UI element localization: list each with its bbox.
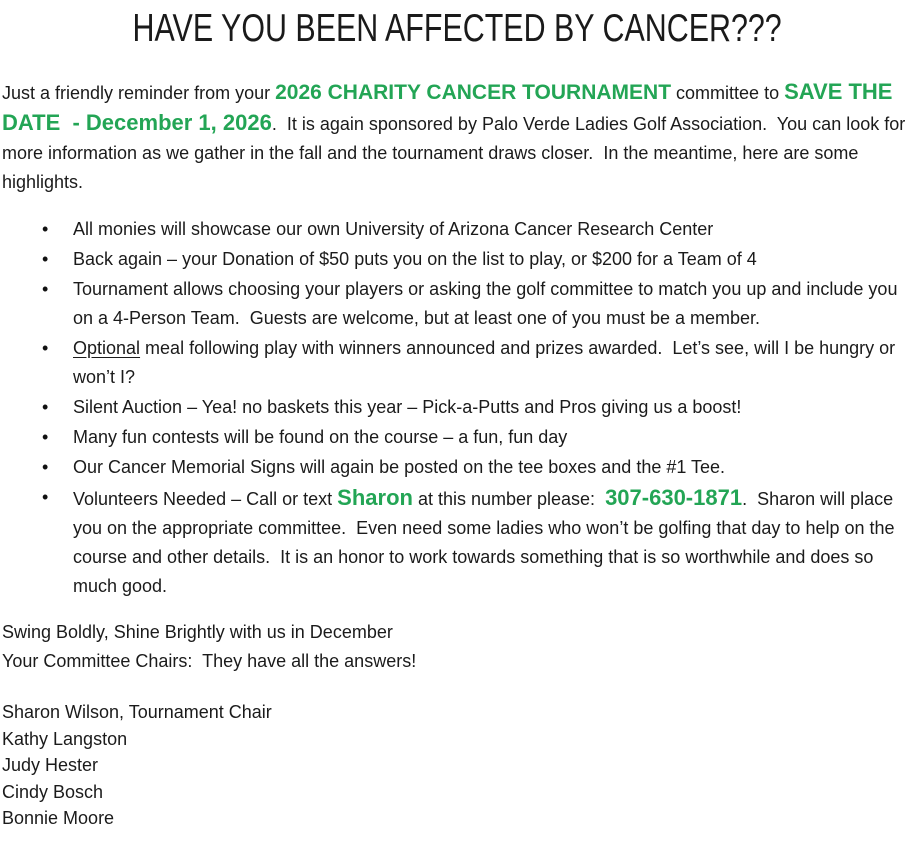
- volunteers-mid: at this number please:: [412, 489, 606, 509]
- chair-name: Bonnie Moore: [2, 808, 115, 828]
- chair-name: Kathy Langston: [2, 728, 128, 749]
- highlights-list: [2, 215, 913, 601]
- list-item-text: Tournament allows choosing your players or asking the golf committee to match you up and include you on a 4-Person Team. Guests are welcome, but at least one of you must be a member.: [73, 279, 903, 328]
- list-item-text: Many fun contests will be found on the course – a fun, fun day: [73, 427, 568, 447]
- tournament-name-highlight: 2026 CHARITY CANCER TOURNAMENT: [275, 81, 672, 104]
- save-the-date-highlight: SAVE THE DATE - December 1, 2026: [2, 79, 899, 135]
- list-item-text: Back again – your Donation of $50 puts you on the list to play, or $200 for a Team of 4: [73, 249, 757, 269]
- list-item-donation: [2, 245, 913, 274]
- committee-chairs-list: [2, 699, 913, 832]
- closing-line-1: Swing Boldly, Shine Brightly with us in December: [2, 622, 393, 642]
- phone-number-highlight: 307-630-1871: [605, 485, 743, 510]
- volunteers-lead: Volunteers Needed – Call or text: [73, 489, 338, 509]
- list-item-team: [2, 275, 913, 333]
- page-title: [2, 6, 913, 52]
- list-item-silent-auction: [2, 393, 913, 422]
- list-item-text: All monies will showcase our own University of Arizona Cancer Research Center: [73, 219, 714, 239]
- page-title-text: HAVE YOU BEEN AFFECTED BY CANCER???: [132, 7, 783, 50]
- list-item-volunteers: [2, 483, 913, 601]
- intro-lead: Just a friendly reminder from your: [2, 83, 276, 103]
- list-item-text: Our Cancer Memorial Signs will again be posted on the tee boxes and the #1 Tee.: [73, 457, 726, 477]
- intro-paragraph: [2, 77, 913, 197]
- volunteers-rest: . Sharon will place you on the appropriate committee. Even need some ladies who won’t be golfing that day to help on the course and other details. It is an honor to work towards something that is so worthwhile and does so much good.: [73, 489, 900, 596]
- intro-rest: . It is again sponsored by Palo Verde Ladies Golf Association. You can look for more information as we gather in the fall and the tournament draws closer. In the meantime, here are some highlights.: [2, 114, 911, 192]
- list-item-contests: [2, 423, 913, 452]
- list-item-monies: [2, 215, 913, 244]
- chair-name: Judy Hester: [2, 755, 99, 775]
- contact-name-highlight: Sharon: [337, 485, 413, 510]
- intro-mid: committee to: [671, 83, 785, 103]
- closing-line-2: Your Committee Chairs: They have all the answers!: [2, 650, 417, 671]
- list-item-memorial-signs: [2, 453, 913, 482]
- chair-name: Sharon Wilson, Tournament Chair: [2, 702, 272, 722]
- closing-block: [2, 618, 913, 675]
- list-item-text: meal following play with winners announced and prizes awarded. Let’s see, will I be hungry or won’t I?: [73, 338, 901, 387]
- optional-underlined-word: Optional: [73, 338, 141, 358]
- list-item-text: Silent Auction – Yea! no baskets this year – Pick-a-Putts and Pros giving us a boost!: [73, 397, 742, 417]
- list-item-optional-meal: [2, 334, 913, 392]
- chair-name: Cindy Bosch: [2, 781, 104, 802]
